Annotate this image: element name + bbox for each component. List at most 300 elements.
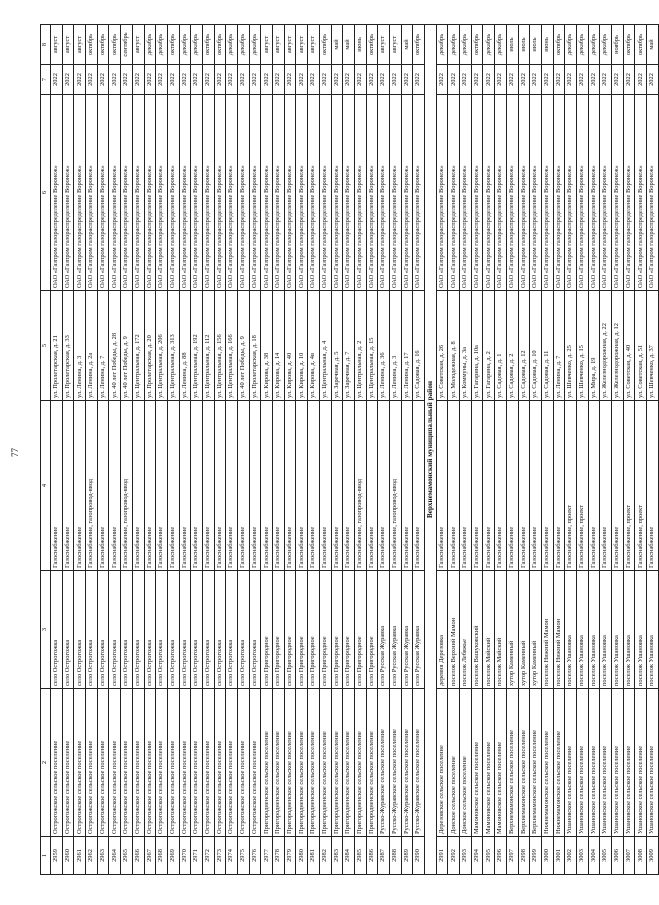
cell-col-3: село Острогожка [226,571,238,689]
cell-col-3: поселок Ушановка [565,571,577,689]
column-header-3: 3 [41,571,51,689]
cell-col-4: Газоснабжение [495,401,507,571]
cell-col-7: 2022 [483,65,495,95]
cell-col-5: ул. Железнодорожная, д. 12 [612,291,624,401]
cell-col-2: Верхнемамонское сельское поселение [506,689,518,837]
cell-col-8: декабрь [565,25,577,65]
cell-col-8: октябрь [635,25,647,65]
cell-col-3: село Пригородное [319,571,331,689]
cell-col-7: 2022 [238,65,250,95]
cell-col-3: поселок Верхний Мамон [448,571,460,689]
table-row [238,25,250,875]
cell-col-6: ОАО «Газпром газораспределение Воронеж» [541,95,553,291]
cell-col-7: 2022 [191,65,203,95]
cell-col-3: поселок Ушановка [576,571,588,689]
cell-col-2: Пригородненское сельское поселение [319,689,331,837]
cell-col-1: 3008 [635,837,647,875]
cell-col-2: Верхнемамонское сельское поселение [530,689,542,837]
cell-col-2: Острогожское сельское поселение [179,689,191,837]
cell-col-2: Ушановское сельское поселение [588,689,600,837]
table-row [623,25,635,875]
cell-col-7: 2022 [132,65,144,95]
cell-col-2: Ушановское сельское поселение [635,689,647,837]
table-row [483,25,495,875]
table-row [588,25,600,875]
cell-col-3: село Пригородное [308,571,320,689]
cell-col-4: Газоснабжение [331,401,343,571]
cell-col-7: 2022 [448,65,460,95]
cell-col-2: Русско-Журавское сельское поселение [413,689,425,837]
cell-col-1: 2972 [202,837,214,875]
cell-col-8: август [378,25,390,65]
cell-col-5: ул. Ленина, д. 3 [389,291,401,401]
table-row [261,25,273,875]
cell-col-1: 2973 [214,837,226,875]
cell-col-4: Газоснабжение [214,401,226,571]
cell-col-3: село Острогожка [86,571,98,689]
column-header-6: 6 [41,95,51,291]
cell-col-6: ОАО «Газпром газораспределение Воронеж» [249,95,261,291]
cell-col-3: село Острогожка [191,571,203,689]
cell-col-8: август [308,25,320,65]
cell-col-6: ОАО «Газпром газораспределение Воронеж» [436,95,448,291]
cell-col-8: декабрь [144,25,156,65]
cell-col-4: Газоснабжение [378,401,390,571]
cell-col-6: ОАО «Газпром газораспределение Воронеж» [97,95,109,291]
cell-col-6: ОАО «Газпром газораспределение Воронеж» [518,95,530,291]
cell-col-4: Газоснабжение, проект [576,401,588,571]
cell-col-4: Газоснабжение [460,401,472,571]
table-row [460,25,472,875]
cell-col-2: Русско-Журавское сельское поселение [401,689,413,837]
cell-col-8: август [74,25,86,65]
cell-col-6: ОАО «Газпром газораспределение Воронеж» [51,95,63,291]
cell-col-5: ул. Садовая, д. 2 [506,291,518,401]
cell-col-1: 2986 [366,837,378,875]
cell-col-5: ул. Центральная, д. 192 [191,291,203,401]
table-row [495,25,507,875]
table-row [249,25,261,875]
cell-col-1: 2959 [51,837,63,875]
table-row [565,25,577,875]
cell-col-1: 2964 [109,837,121,875]
cell-col-3: поселок Майский [495,571,507,689]
cell-col-2: Острогожское сельское поселение [62,689,74,837]
cell-col-2: Пригородненское сельское поселение [366,689,378,837]
table-row [378,25,390,875]
cell-col-5: ул. Кирова, д. 4в [308,291,320,401]
cell-col-4: Газоснабжение [202,401,214,571]
cell-col-6: ОАО «Газпром газораспределение Воронеж» [378,95,390,291]
cell-col-7: 2022 [495,65,507,95]
cell-col-5: ул. Заречная, д. 7 [343,291,355,401]
cell-col-8: октябрь [214,25,226,65]
cell-col-6: ОАО «Газпром газораспределение Воронеж» [214,95,226,291]
cell-col-1: 2980 [296,837,308,875]
cell-col-8: декабрь [460,25,472,65]
table-row [121,25,133,875]
section-row [425,25,437,875]
cell-col-4: Газоснабжение, газопровод-ввод [354,401,366,571]
cell-col-8: декабрь [495,25,507,65]
cell-col-4: Газоснабжение, проект [565,401,577,571]
cell-col-3: село Пригородное [284,571,296,689]
cell-col-1: 2993 [460,837,472,875]
cell-col-8: октябрь [319,25,331,65]
cell-col-3: село Острогожка [156,571,168,689]
table-row [612,25,624,875]
cell-col-2: Острогожское сельское поселение [97,689,109,837]
cell-col-2: Нижнемамонское сельское поселение [553,689,565,837]
cell-col-6: ОАО «Газпром газораспределение Воронеж» [635,95,647,291]
cell-col-5: ул. Кирова, д. 40 [284,291,296,401]
cell-col-7: 2022 [354,65,366,95]
cell-col-7: 2022 [588,65,600,95]
cell-col-2: Ушановское сельское поселение [623,689,635,837]
cell-col-3: поселок Майский [483,571,495,689]
cell-col-5: ул. Коммуны, д. 3а [460,291,472,401]
cell-col-7: 2022 [156,65,168,95]
cell-col-4: Газоснабжение [518,401,530,571]
cell-col-1: 2991 [436,837,448,875]
cell-col-3: поселок Вашуковский [471,571,483,689]
cell-col-6: ОАО «Газпром газораспределение Воронеж» [284,95,296,291]
table-header-row [41,25,51,875]
cell-col-5: ул. Гагарина, д. 10а [471,291,483,401]
cell-col-5: ул. Центральная, д. 2 [354,291,366,401]
table-row [167,25,179,875]
cell-col-8: декабрь [156,25,168,65]
cell-col-6: ОАО «Газпром газораспределение Воронеж» [483,95,495,291]
cell-col-1: 2977 [261,837,273,875]
cell-col-6: ОАО «Газпром газораспределение Воронеж» [448,95,460,291]
cell-col-5: ул. 40 лет Победы, д. 9 [121,291,133,401]
cell-col-2: Острогожское сельское поселение [202,689,214,837]
cell-col-1: 2968 [156,837,168,875]
cell-col-6: ОАО «Газпром газораспределение Воронеж» [401,95,413,291]
cell-col-3: село Острогожка [249,571,261,689]
cell-col-6: ОАО «Газпром газораспределение Воронеж» [202,95,214,291]
cell-col-8: август [273,25,285,65]
cell-col-3: поселок Ушановка [588,571,600,689]
cell-col-4: Газоснабжение [541,401,553,571]
cell-col-8: декабрь [436,25,448,65]
cell-col-3: село Острогожка [144,571,156,689]
cell-col-1: 2967 [144,837,156,875]
table-row [635,25,647,875]
cell-col-2: Острогожское сельское поселение [74,689,86,837]
cell-col-1: 2970 [179,837,191,875]
cell-col-4: Газоснабжение, газопровод-ввод [389,401,401,571]
cell-col-4: Газоснабжение [249,401,261,571]
table-row [354,25,366,875]
cell-col-8: ноябрь [612,25,624,65]
table-row [343,25,355,875]
cell-col-6: ОАО «Газпром газораспределение Воронеж» [495,95,507,291]
table-body [51,25,659,875]
cell-col-4: Газоснабжение [366,401,378,571]
cell-col-1: 2978 [273,837,285,875]
table-row [553,25,565,875]
cell-col-1: 3006 [612,837,624,875]
cell-col-4: Газоснабжение [261,401,273,571]
table-row [284,25,296,875]
cell-col-7: 2022 [518,65,530,95]
cell-col-7: 2022 [51,65,63,95]
cell-col-3: поселок Ушановка [623,571,635,689]
cell-col-6: ОАО «Газпром газораспределение Воронеж» [144,95,156,291]
cell-col-6: ОАО «Газпром газораспределение Воронеж» [576,95,588,291]
cell-col-3: село Пригородное [331,571,343,689]
cell-col-7: 2022 [460,65,472,95]
table-row [506,25,518,875]
cell-col-7: 2022 [576,65,588,95]
cell-col-6: ОАО «Газпром газораспределение Воронеж» [600,95,612,291]
cell-col-7: 2022 [273,65,285,95]
cell-col-4: Газоснабжение [238,401,250,571]
table-row [214,25,226,875]
cell-col-4: Газоснабжение [436,401,448,571]
cell-col-5: ул. Мира, д. 19 [588,291,600,401]
cell-col-6: ОАО «Газпром газораспределение Воронеж» [74,95,86,291]
cell-col-2: Пригородненское сельское поселение [331,689,343,837]
cell-col-1: 3001 [553,837,565,875]
cell-col-6: ОАО «Газпром газораспределение Воронеж» [319,95,331,291]
cell-col-8: июнь [541,25,553,65]
cell-col-1: 3007 [623,837,635,875]
cell-col-1: 3003 [576,837,588,875]
cell-col-3: хутор Каменный [506,571,518,689]
cell-col-3: село Пригородное [261,571,273,689]
cell-col-4: Газоснабжение [413,401,425,571]
cell-col-8: июль [518,25,530,65]
cell-col-3: село Пригородное [366,571,378,689]
cell-col-1: 2996 [495,837,507,875]
cell-col-1: 2981 [308,837,320,875]
cell-col-5: ул. Пролетарская, д. 21 [51,291,63,401]
cell-col-7: 2022 [202,65,214,95]
cell-col-2: Острогожское сельское поселение [121,689,133,837]
cell-col-3: село Острогожка [214,571,226,689]
cell-col-1: 2961 [74,837,86,875]
cell-col-7: 2022 [86,65,98,95]
cell-col-6: ОАО «Газпром газораспределение Воронеж» [261,95,273,291]
table-row [144,25,156,875]
cell-col-4: Газоснабжение [612,401,624,571]
cell-col-4: Газоснабжение [401,401,413,571]
cell-col-3: село Острогожка [202,571,214,689]
cell-col-5: ул. Ленина, д. 2а [86,291,98,401]
cell-col-2: Пригородненское сельское поселение [273,689,285,837]
cell-col-4: Газоснабжение [506,401,518,571]
cell-col-2: Острогожское сельское поселение [86,689,98,837]
cell-col-6: ОАО «Газпром газораспределение Воронеж» [132,95,144,291]
table-row [647,25,659,875]
cell-col-4: Газоснабжение [191,401,203,571]
cell-col-6: ОАО «Газпром газораспределение Воронеж» [623,95,635,291]
cell-col-2: Дерезовское сельское поселение [436,689,448,837]
cell-col-6: ОАО «Газпром газораспределение Воронеж» [588,95,600,291]
cell-col-1: 2992 [448,837,460,875]
column-header-4: 4 [41,401,51,571]
cell-col-7: 2022 [530,65,542,95]
cell-col-1: 2988 [389,837,401,875]
cell-col-7: 2022 [319,65,331,95]
cell-col-8: август [51,25,63,65]
cell-col-4: Газоснабжение [156,401,168,571]
cell-col-1: 2997 [506,837,518,875]
cell-col-8: август [62,25,74,65]
cell-col-4: Газоснабжение [273,401,285,571]
table-row [62,25,74,875]
table-row [273,25,285,875]
cell-col-6: ОАО «Газпром газораспределение Воронеж» [191,95,203,291]
cell-col-5: ул. Пролетарская, д. 33 [62,291,74,401]
housing-table [40,24,659,875]
cell-col-7: 2022 [635,65,647,95]
table-row [308,25,320,875]
cell-col-4: Газоснабжение [448,401,460,571]
cell-col-1: 2999 [530,837,542,875]
cell-col-1: 3009 [647,837,659,875]
cell-col-7: 2022 [308,65,320,95]
cell-col-6: ОАО «Газпром газораспределение Воронеж» [647,95,659,291]
cell-col-5: ул. Центральная, д. 172 [132,291,144,401]
cell-col-1: 2994 [471,837,483,875]
cell-col-6: ОАО «Газпром газораспределение Воронеж» [460,95,472,291]
cell-col-8: май [647,25,659,65]
table-row [471,25,483,875]
cell-col-8: август [389,25,401,65]
cell-col-7: 2022 [214,65,226,95]
table-row [541,25,553,875]
cell-col-2: Пригородненское сельское поселение [343,689,355,837]
cell-col-5: ул. Шевченко, д. 15 [576,291,588,401]
table-row [179,25,191,875]
cell-col-3: село Острогожка [179,571,191,689]
cell-col-8: декабрь [179,25,191,65]
cell-col-1: 2984 [343,837,355,875]
cell-col-3: село Пригородное [354,571,366,689]
cell-col-6: ОАО «Газпром газораспределение Воронеж» [156,95,168,291]
cell-col-3: село Пригородное [343,571,355,689]
cell-col-3: село Острогожка [238,571,250,689]
cell-col-5: ул. Центральная, д. 4 [319,291,331,401]
cell-col-2: Острогожское сельское поселение [144,689,156,837]
cell-col-2: Мамоновское сельское поселение [483,689,495,837]
cell-col-4: Газоснабжение [144,401,156,571]
cell-col-3: хутор Каменный [530,571,542,689]
cell-col-2: Острогожское сельское поселение [214,689,226,837]
cell-col-1: 3000 [541,837,553,875]
cell-col-7: 2022 [343,65,355,95]
cell-col-2: Острогожское сельское поселение [191,689,203,837]
cell-col-7: 2022 [97,65,109,95]
cell-col-3: деревня Дерезовка [436,571,448,689]
cell-col-1: 2982 [319,837,331,875]
cell-col-6: ОАО «Газпром газораспределение Воронеж» [109,95,121,291]
cell-col-7: 2022 [144,65,156,95]
cell-col-4: Газоснабжение, газопровод-ввод [86,401,98,571]
cell-col-8: август [261,25,273,65]
cell-col-8: май [401,25,413,65]
cell-col-3: село Пригородное [296,571,308,689]
cell-col-5: ул. Садовая, д. 1 [495,291,507,401]
cell-col-1: 3004 [588,837,600,875]
cell-col-3: село Острогожка [167,571,179,689]
cell-col-6: ОАО «Газпром газораспределение Воронеж» [553,95,565,291]
cell-col-2: Русско-Журавское сельское поселение [389,689,401,837]
cell-col-3: поселок Ушановка [600,571,612,689]
cell-col-6: ОАО «Газпром газораспределение Воронеж» [612,95,624,291]
cell-col-6: ОАО «Газпром газораспределение Воронеж» [413,95,425,291]
cell-col-6: ОАО «Газпром газораспределение Воронеж» [86,95,98,291]
cell-col-7: 2022 [284,65,296,95]
cell-col-2: Донское сельское поселение [448,689,460,837]
cell-col-3: село Острогожка [109,571,121,689]
cell-col-1: 2983 [331,837,343,875]
cell-col-3: село Русская Журавка [378,571,390,689]
cell-col-3: хутор Каменный [518,571,530,689]
cell-col-4: Газоснабжение, проект [623,401,635,571]
cell-col-2: Ушановское сельское поселение [612,689,624,837]
cell-col-6: ОАО «Газпром газораспределение Воронеж» [296,95,308,291]
cell-col-5: ул. Кирова, д. 38 [261,291,273,401]
cell-col-6: ОАО «Газпром газораспределение Воронеж» [226,95,238,291]
cell-col-5: ул. Пролетарская, д. 18 [249,291,261,401]
cell-col-3: село Острогожка [121,571,133,689]
cell-col-6: ОАО «Газпром газораспределение Воронеж» [273,95,285,291]
table-row [401,25,413,875]
cell-col-3: поселок Ушановка [647,571,659,689]
cell-col-2: Мамоновское сельское поселение [471,689,483,837]
cell-col-8: декабрь [226,25,238,65]
cell-col-4: Газоснабжение [226,401,238,571]
cell-col-7: 2022 [541,65,553,95]
column-header-8: 8 [41,25,51,65]
cell-col-7: 2022 [331,65,343,95]
cell-col-7: 2022 [249,65,261,95]
cell-col-1: 2960 [62,837,74,875]
cell-col-7: 2022 [506,65,518,95]
cell-col-8: август [132,25,144,65]
cell-col-3: село Острогожка [62,571,74,689]
cell-col-5: ул. Центральная, д. 166 [226,291,238,401]
cell-col-6: ОАО «Газпром газораспределение Воронеж» [308,95,320,291]
cell-col-1: 2974 [226,837,238,875]
cell-col-7: 2022 [366,65,378,95]
table-row [366,25,378,875]
cell-col-1: 2987 [378,837,390,875]
cell-col-2: Острогожское сельское поселение [156,689,168,837]
cell-col-1: 2965 [121,837,133,875]
cell-col-7: 2022 [389,65,401,95]
cell-col-6: ОАО «Газпром газораспределение Воронеж» [343,95,355,291]
cell-col-3: поселок Ушановка [635,571,647,689]
cell-col-3: село Русская Журавка [401,571,413,689]
cell-col-1: 2979 [284,837,296,875]
cell-col-6: ОАО «Газпром газораспределение Воронеж» [506,95,518,291]
cell-col-1: 2998 [518,837,530,875]
table-row [600,25,612,875]
cell-col-2: Ушановское сельское поселение [565,689,577,837]
cell-col-1: 3005 [600,837,612,875]
cell-col-6: ОАО «Газпром газораспределение Воронеж» [62,95,74,291]
cell-col-5: ул. Ленина, д. 7 [97,291,109,401]
cell-col-1: 2989 [401,837,413,875]
cell-col-4: Газоснабжение [132,401,144,571]
cell-col-5: ул. Центральная, д. 313 [167,291,179,401]
